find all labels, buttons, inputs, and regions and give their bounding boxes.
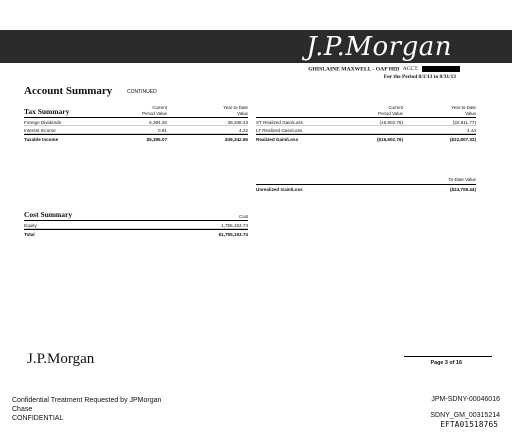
row-label: Interest Income [24, 128, 56, 133]
page-subtitle: CONTINUED [127, 89, 157, 95]
header-banner [0, 30, 512, 63]
bates-number: EFTA01518765 [440, 420, 498, 429]
total-cost-value: $1,755,153.74 [218, 232, 248, 237]
total-label: Realized Gain/Loss [256, 137, 299, 142]
total-ytd-value: ($22,807.33) [449, 137, 476, 142]
row-label: LT Realized Gain/Loss [256, 128, 303, 133]
unrealized-gain-loss-row [256, 186, 476, 194]
table-row [24, 126, 248, 134]
column-header-current [142, 105, 167, 116]
confidential-line: Confidential Treatment Requested by JPMorgan [12, 397, 162, 404]
total-label: Total [24, 232, 35, 237]
table-row [256, 118, 476, 126]
table-row [256, 126, 476, 134]
column-header-line: Value [465, 110, 476, 116]
account-line [308, 66, 460, 72]
table-row [24, 118, 248, 126]
realized-gain-loss-table [256, 106, 476, 142]
confidential-line: Chase [12, 406, 33, 413]
bates-number: SDNY_GM_00315214 [430, 412, 500, 419]
column-header-cost: Cost [238, 213, 248, 219]
total-row [24, 229, 248, 237]
table-header [256, 106, 476, 118]
total-row [256, 134, 476, 142]
total-current-value: $5,395.07 [146, 137, 167, 142]
total-label: Taxable Income [24, 137, 59, 142]
column-header-line: Year-to-Date [451, 105, 476, 111]
row-value: ($24,708.44) [449, 187, 476, 192]
total-ytd-value: $38,342.65 [225, 137, 248, 142]
column-header-line: Current [152, 105, 167, 111]
table-row [24, 221, 248, 229]
table-header [24, 209, 248, 221]
statement-period: For the Period 8/1/13 to 8/31/13 [383, 74, 456, 80]
column-header-line: Year-to-Date [223, 105, 248, 111]
row-ytd-value: 4.22 [239, 128, 248, 133]
row-label: Foreign Dividends [24, 120, 62, 125]
account-name: GHISLAINE MAXWELL - OAP HID [308, 66, 400, 73]
divider [404, 356, 492, 357]
confidential-line: CONFIDENTIAL [12, 415, 64, 422]
row-current-value: (16,902.76) [379, 120, 403, 125]
row-label: Unrealized Gain/Loss [256, 187, 303, 192]
total-current-value: ($16,902.76) [376, 137, 403, 142]
row-ytd-value: (22,811.77) [452, 120, 476, 125]
cost-summary-table [24, 209, 248, 237]
acct-label: ACCT. [402, 66, 419, 73]
row-label: Equity [24, 223, 37, 228]
row-current-value: 0.81 [158, 128, 167, 133]
column-header-ytd [223, 105, 248, 116]
total-row [24, 134, 248, 142]
bates-number: JPM-SDNY-00046016 [431, 396, 500, 403]
confidential-notice [12, 396, 172, 423]
row-ytd-value: 38,338.43 [227, 120, 248, 125]
row-label: ST Realized Gain/Loss [256, 120, 303, 125]
column-header-line: Period Value [142, 110, 167, 116]
tax-summary-table [24, 106, 248, 142]
footer-logo: J.P.Morgan [27, 351, 95, 367]
column-header-ytd [451, 105, 476, 116]
table-title: Tax Summary [24, 107, 70, 116]
logo-script-text: J.P.Morgan [306, 32, 452, 62]
table-title: Cost Summary [24, 210, 73, 219]
column-header-line: Current [388, 105, 403, 111]
page-number: Page 3 of 16 [430, 360, 462, 366]
divider [256, 184, 476, 185]
column-header-line: Period Value [378, 110, 403, 116]
to-date-value-header: To-Date Value [448, 177, 476, 182]
row-cost-value: 1,755,153.74 [221, 223, 248, 228]
row-ytd-value: 4.44 [467, 128, 476, 133]
jpmorgan-logo [306, 32, 452, 62]
column-header-line: Value [237, 110, 248, 116]
page-title: Account Summary [24, 85, 113, 97]
table-header [24, 106, 248, 118]
column-header-current [378, 105, 403, 116]
row-current-value: 5,394.26 [149, 120, 167, 125]
redaction-box [422, 66, 460, 72]
